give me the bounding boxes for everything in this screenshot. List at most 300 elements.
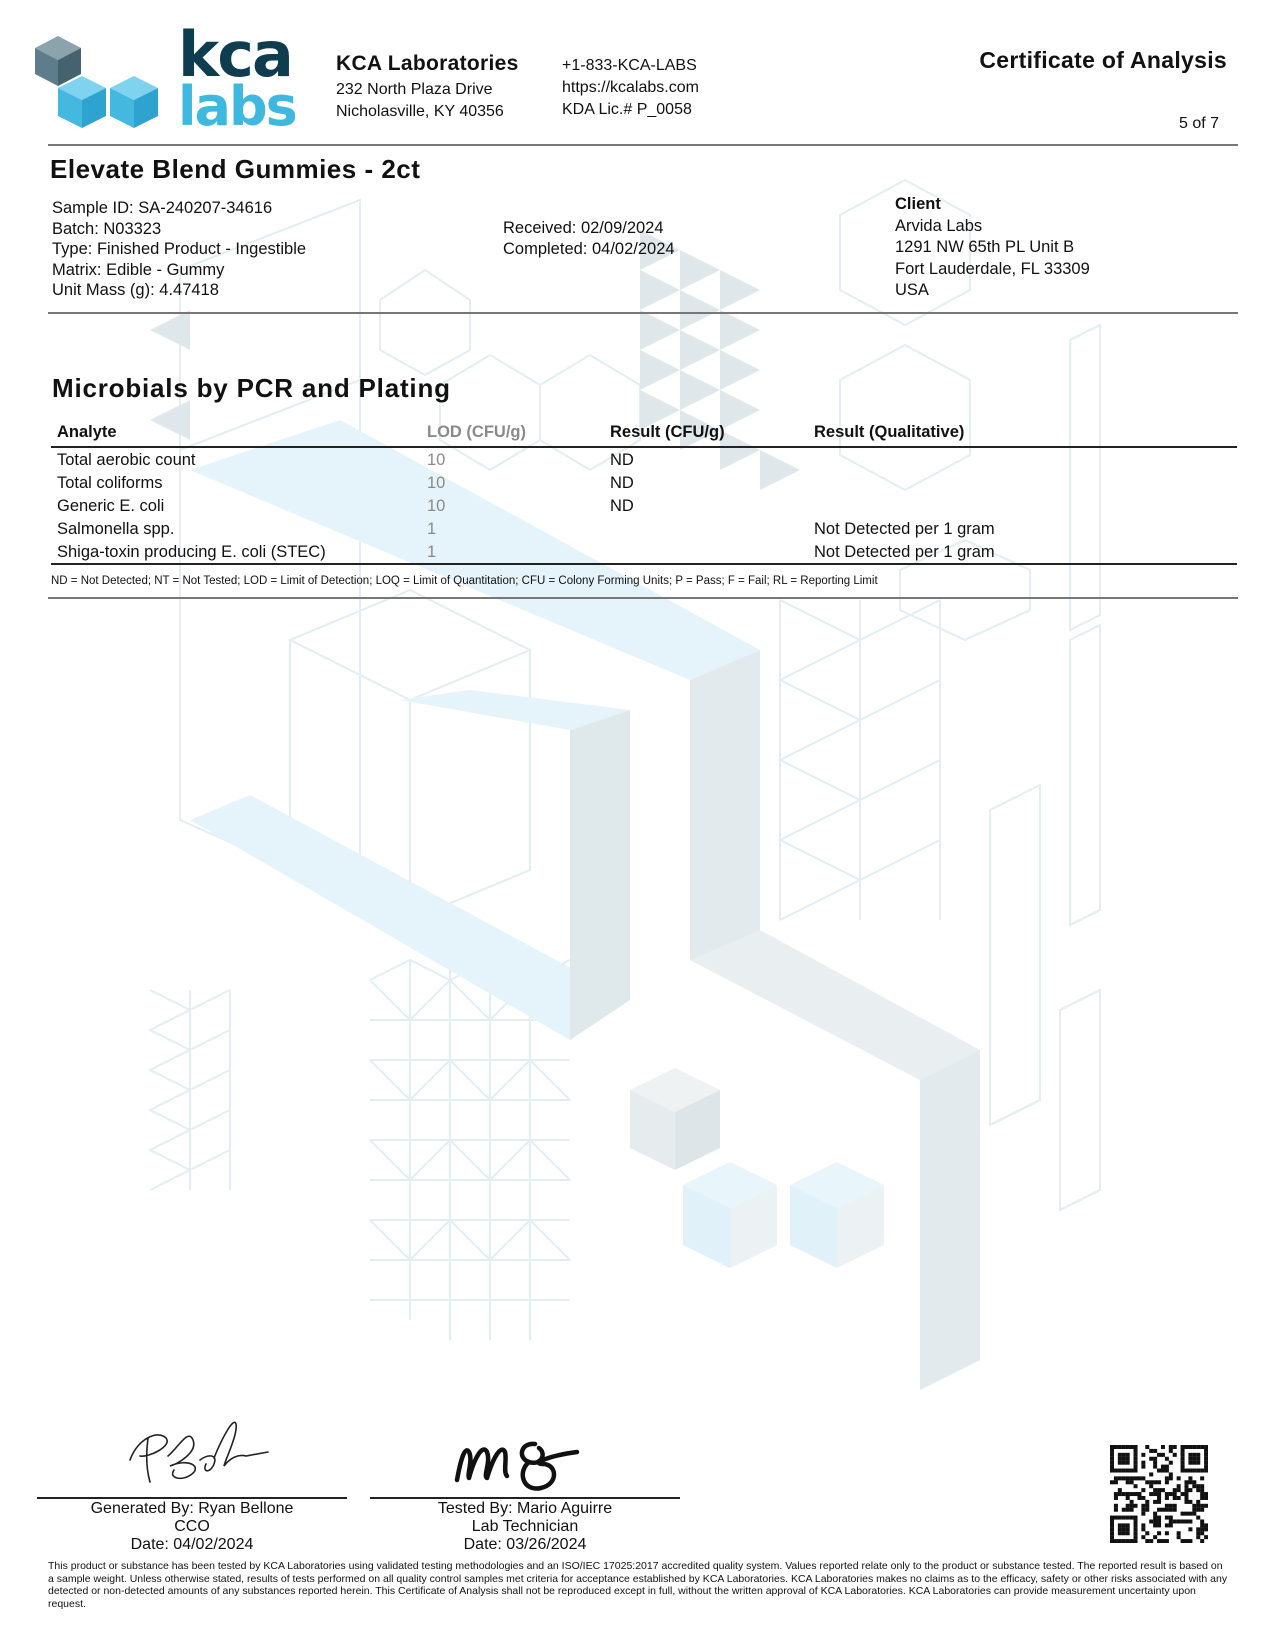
qr-module (1130, 1516, 1134, 1520)
qr-module (1122, 1445, 1126, 1449)
qr-module (1177, 1519, 1181, 1523)
qualitative-cell (808, 471, 1237, 494)
qr-module (1126, 1523, 1130, 1527)
qr-module (1184, 1469, 1188, 1473)
analyte-cell: Total aerobic count (57, 450, 196, 469)
qr-module (1134, 1449, 1138, 1453)
qr-module (1110, 1531, 1114, 1535)
qr-module (1153, 1457, 1157, 1461)
qr-module (1130, 1445, 1134, 1449)
client-country: USA (895, 281, 929, 299)
qr-module (1200, 1508, 1204, 1512)
qr-module (1118, 1453, 1122, 1457)
qr-module (1157, 1453, 1161, 1457)
qr-module (1169, 1516, 1173, 1520)
qr-module (1169, 1504, 1173, 1508)
qr-module (1153, 1488, 1157, 1492)
qr-module (1149, 1519, 1153, 1523)
qr-module (1122, 1527, 1126, 1531)
qr-module (1130, 1500, 1134, 1504)
qr-module (1153, 1480, 1157, 1484)
qr-module (1145, 1504, 1149, 1508)
qr-module (1110, 1539, 1114, 1543)
qr-module (1134, 1539, 1138, 1543)
qr-module (1134, 1519, 1138, 1523)
qr-module (1157, 1519, 1161, 1523)
qr-module (1181, 1445, 1185, 1449)
qr-module (1153, 1523, 1157, 1527)
qr-module (1165, 1480, 1169, 1484)
tested-by-block (370, 1500, 680, 1554)
qr-module (1200, 1492, 1204, 1496)
qr-module (1157, 1500, 1161, 1504)
qr-module (1161, 1453, 1165, 1457)
qr-module (1118, 1461, 1122, 1465)
qr-module (1134, 1476, 1138, 1480)
qr-module (1114, 1492, 1118, 1496)
signature-line-tested (370, 1497, 680, 1499)
qr-module (1204, 1504, 1208, 1508)
qr-module (1145, 1480, 1149, 1484)
qr-module (1118, 1492, 1122, 1496)
qr-module (1141, 1535, 1145, 1539)
lab-address-line-1: 232 North Plaza Drive (336, 81, 493, 98)
qr-module (1169, 1476, 1173, 1480)
lab-website[interactable]: https://kcalabs.com (562, 79, 699, 96)
qr-module (1110, 1461, 1114, 1465)
qr-module (1200, 1519, 1204, 1523)
qr-module (1192, 1469, 1196, 1473)
qr-module (1126, 1539, 1130, 1543)
qr-module (1165, 1539, 1169, 1543)
logo-word-labs: labs (178, 75, 296, 138)
qr-module (1126, 1492, 1130, 1496)
lab-phone: +1-833-KCA-LABS (562, 57, 697, 74)
qr-module (1118, 1527, 1122, 1531)
qr-module (1196, 1488, 1200, 1492)
qr-module (1157, 1480, 1161, 1484)
qr-module (1188, 1469, 1192, 1473)
qualitative-cell (808, 447, 1237, 471)
result-cell: ND (610, 450, 634, 469)
qr-module (1137, 1492, 1141, 1496)
column-header-qualitative: Result (Qualitative) (814, 422, 965, 441)
analyte-cell: Salmonella spp. (57, 519, 175, 538)
qr-module (1126, 1453, 1130, 1457)
qr-module (1161, 1469, 1165, 1473)
qr-module (1110, 1527, 1114, 1531)
qr-module (1204, 1457, 1208, 1461)
qr-module (1110, 1480, 1114, 1484)
qr-module (1181, 1461, 1185, 1465)
qr-module (1192, 1508, 1196, 1512)
qr-module (1118, 1531, 1122, 1535)
qr-module (1122, 1516, 1126, 1520)
qr-module (1184, 1445, 1188, 1449)
qr-module (1165, 1492, 1169, 1496)
qr-module (1141, 1508, 1145, 1512)
qr-module (1184, 1480, 1188, 1484)
header-divider (48, 144, 1238, 146)
section-title: Microbials by PCR and Plating (52, 373, 451, 403)
qr-module (1141, 1465, 1145, 1469)
qr-module (1181, 1492, 1185, 1496)
qr-module (1110, 1465, 1114, 1469)
qr-module (1204, 1496, 1208, 1500)
qr-module (1141, 1523, 1145, 1527)
qr-module (1110, 1535, 1114, 1539)
qr-module (1173, 1488, 1177, 1492)
qr-module (1134, 1531, 1138, 1535)
qualitative-cell: Not Detected per 1 gram (814, 519, 995, 538)
qr-module (1149, 1449, 1153, 1453)
qr-module (1173, 1445, 1177, 1449)
qr-module (1184, 1519, 1188, 1523)
qr-module (1110, 1469, 1114, 1473)
qr-module (1118, 1523, 1122, 1527)
signature-mario-aguirre (447, 1418, 617, 1498)
qr-module (1165, 1469, 1169, 1473)
qr-module (1169, 1472, 1173, 1476)
qr-module (1114, 1480, 1118, 1484)
qr-module (1126, 1527, 1130, 1531)
qr-module (1196, 1457, 1200, 1461)
qr-module (1196, 1500, 1200, 1504)
info-divider (48, 312, 1238, 314)
qr-module (1165, 1504, 1169, 1508)
qr-module (1169, 1519, 1173, 1523)
qr-module (1177, 1484, 1181, 1488)
qr-module (1204, 1465, 1208, 1469)
qr-module (1184, 1484, 1188, 1488)
table-header-row (51, 420, 1237, 447)
qr-module (1130, 1476, 1134, 1480)
qr-module (1126, 1496, 1130, 1500)
qr-module (1114, 1516, 1118, 1520)
qr-module (1122, 1523, 1126, 1527)
qr-module (1118, 1469, 1122, 1473)
qr-module (1173, 1504, 1177, 1508)
qualitative-cell (808, 494, 1237, 517)
qr-module (1181, 1469, 1185, 1473)
qr-module (1196, 1453, 1200, 1457)
lod-cell: 10 (427, 450, 446, 469)
table-row (51, 517, 1237, 540)
client-label: Client (895, 195, 941, 213)
received-date: Received: 02/09/2024 (503, 219, 664, 237)
qr-module (1192, 1512, 1196, 1516)
batch: Batch: N03323 (52, 219, 162, 238)
qr-module (1204, 1527, 1208, 1531)
sample-id: Sample ID: SA-240207-34616 (52, 199, 273, 217)
qr-module (1161, 1445, 1165, 1449)
generated-by-role: CCO (174, 1518, 210, 1535)
lod-cell: 10 (427, 496, 446, 515)
qr-module (1141, 1504, 1145, 1508)
qr-module (1134, 1523, 1138, 1527)
qr-module (1145, 1539, 1149, 1543)
qr-module (1177, 1476, 1181, 1480)
qr-module (1122, 1469, 1126, 1473)
qr-module (1173, 1492, 1177, 1496)
qr-module (1181, 1449, 1185, 1453)
qr-module (1188, 1512, 1192, 1516)
qr-module (1177, 1488, 1181, 1492)
qr-module (1118, 1488, 1122, 1492)
analyte-cell: Shiga-toxin producing E. coli (STEC) (57, 542, 326, 561)
qr-code-icon[interactable] (1110, 1445, 1208, 1543)
qr-module (1200, 1496, 1204, 1500)
qr-module (1114, 1504, 1118, 1508)
qr-module (1192, 1445, 1196, 1449)
qr-module (1149, 1492, 1153, 1496)
page-number: 5 of 7 (1178, 115, 1219, 132)
qr-module (1141, 1453, 1145, 1457)
qr-module (1196, 1445, 1200, 1449)
qr-module (1184, 1512, 1188, 1516)
qr-module (1181, 1512, 1185, 1516)
qr-module (1192, 1453, 1196, 1457)
qr-module (1196, 1461, 1200, 1465)
qr-module (1145, 1508, 1149, 1512)
qr-module (1204, 1469, 1208, 1473)
qr-module (1157, 1469, 1161, 1473)
qr-module (1126, 1508, 1130, 1512)
client-street: 1291 NW 65th PL Unit B (895, 238, 1075, 256)
qr-module (1137, 1496, 1141, 1500)
qr-module (1165, 1457, 1169, 1461)
qr-module (1118, 1516, 1122, 1520)
signature-ryan-bellone (118, 1408, 288, 1493)
qr-module (1161, 1539, 1165, 1543)
qr-module (1173, 1496, 1177, 1500)
qr-module (1188, 1445, 1192, 1449)
qr-module (1122, 1453, 1126, 1457)
qr-module (1134, 1527, 1138, 1531)
abbreviations-legend: ND = Not Detected; NT = Not Tested; LOD = Limit of Detection; LOQ = Limit of Quantitation; CFU = Colony Forming Units; P = Pass; F = Fail; RL = Reporting Limit (51, 575, 878, 587)
client-name: Arvida Labs (895, 216, 983, 235)
qr-module (1192, 1457, 1196, 1461)
qr-module (1192, 1480, 1196, 1484)
qr-module (1114, 1469, 1118, 1473)
qr-module (1196, 1516, 1200, 1520)
table-row (51, 540, 1237, 564)
tested-by-name: Tested By: Mario Aguirre (437, 1500, 613, 1517)
qr-module (1114, 1476, 1118, 1480)
completed-date: Completed: 04/02/2024 (503, 239, 675, 258)
qr-module (1126, 1480, 1130, 1484)
qr-module (1141, 1488, 1145, 1492)
qr-module (1169, 1492, 1173, 1496)
dates-info (503, 218, 675, 259)
table-row (51, 471, 1237, 494)
qr-module (1118, 1476, 1122, 1480)
qr-module (1188, 1457, 1192, 1461)
kca-logo-cubes-icon (32, 28, 162, 138)
qr-module (1165, 1465, 1169, 1469)
qr-module (1145, 1445, 1149, 1449)
qr-module (1130, 1492, 1134, 1496)
qr-module (1200, 1445, 1204, 1449)
qr-module (1110, 1453, 1114, 1457)
qr-module (1134, 1492, 1138, 1496)
qr-module (1153, 1512, 1157, 1516)
qr-module (1110, 1516, 1114, 1520)
column-header-lod: LOD (CFU/g) (427, 422, 526, 441)
matrix: Matrix: Edible - Gummy (52, 260, 225, 279)
qr-module (1137, 1476, 1141, 1480)
qr-module (1157, 1531, 1161, 1535)
qr-module (1122, 1508, 1126, 1512)
qr-module (1196, 1531, 1200, 1535)
qr-module (1141, 1461, 1145, 1465)
column-header-result: Result (CFU/g) (610, 422, 725, 441)
lod-cell: 1 (427, 519, 437, 538)
qr-module (1173, 1453, 1177, 1457)
qr-module (1165, 1531, 1169, 1535)
qr-module (1145, 1531, 1149, 1535)
qr-module (1110, 1519, 1114, 1523)
result-cell (604, 517, 808, 540)
qr-module (1196, 1504, 1200, 1508)
qr-module (1204, 1523, 1208, 1527)
qr-module (1126, 1461, 1130, 1465)
qr-module (1153, 1516, 1157, 1520)
qr-module (1126, 1476, 1130, 1480)
qr-module (1188, 1519, 1192, 1523)
qr-module (1134, 1461, 1138, 1465)
qr-module (1145, 1500, 1149, 1504)
qr-module (1149, 1457, 1153, 1461)
qr-module (1173, 1519, 1177, 1523)
qr-module (1161, 1465, 1165, 1469)
qr-module (1188, 1476, 1192, 1480)
lod-cell: 1 (427, 542, 437, 561)
qr-module (1161, 1508, 1165, 1512)
table-row (51, 447, 1237, 471)
qr-module (1122, 1492, 1126, 1496)
qr-module (1188, 1461, 1192, 1465)
qr-module (1114, 1496, 1118, 1500)
qr-module (1153, 1519, 1157, 1523)
generated-by-name: Generated By: Ryan Bellone (90, 1500, 294, 1517)
qr-module (1169, 1523, 1173, 1527)
qr-module (1157, 1508, 1161, 1512)
qr-module (1181, 1465, 1185, 1469)
qr-module (1200, 1539, 1204, 1543)
qr-module (1177, 1496, 1181, 1500)
qr-module (1165, 1516, 1169, 1520)
qr-module (1141, 1476, 1145, 1480)
result-cell: ND (610, 473, 634, 492)
qr-module (1200, 1484, 1204, 1488)
result-cell: ND (610, 496, 634, 515)
result-cell (604, 540, 808, 564)
qr-module (1184, 1539, 1188, 1543)
qr-module (1141, 1496, 1145, 1500)
qr-module (1161, 1488, 1165, 1492)
qr-module (1157, 1496, 1161, 1500)
lab-license: KDA Lic.# P_0058 (562, 101, 692, 118)
qr-module (1122, 1457, 1126, 1461)
qr-module (1157, 1488, 1161, 1492)
qr-module (1149, 1484, 1153, 1488)
generated-by-block (37, 1500, 347, 1554)
qr-module (1153, 1535, 1157, 1539)
microbials-table (51, 420, 1237, 565)
qr-module (1204, 1453, 1208, 1457)
qr-module (1200, 1531, 1204, 1535)
qr-module (1157, 1539, 1161, 1543)
qr-module (1188, 1480, 1192, 1484)
qr-module (1188, 1500, 1192, 1504)
qr-module (1118, 1457, 1122, 1461)
qr-module (1149, 1472, 1153, 1476)
qr-module (1134, 1457, 1138, 1461)
qr-module (1200, 1523, 1204, 1527)
qr-module (1122, 1476, 1126, 1480)
qr-module (1196, 1469, 1200, 1473)
qr-module (1122, 1531, 1126, 1535)
qr-module (1126, 1516, 1130, 1520)
qr-module (1204, 1535, 1208, 1539)
signature-line-generated (37, 1497, 347, 1499)
generated-by-date: Date: 04/02/2024 (130, 1536, 254, 1553)
qr-module (1114, 1508, 1118, 1512)
column-header-analyte: Analyte (57, 422, 117, 441)
qr-module (1196, 1527, 1200, 1531)
qr-module (1110, 1523, 1114, 1527)
sample-info (52, 198, 306, 301)
logo-word-kca: kca (178, 18, 292, 91)
qr-module (1126, 1445, 1130, 1449)
qr-module (1122, 1539, 1126, 1543)
qr-module (1204, 1461, 1208, 1465)
document-title: Certificate of Analysis (979, 47, 1227, 73)
lab-address-line-2: Nicholasville, KY 40356 (336, 103, 504, 120)
section-divider (48, 597, 1238, 599)
qr-module (1165, 1496, 1169, 1500)
qr-module (1181, 1519, 1185, 1523)
qr-module (1134, 1469, 1138, 1473)
client-info (895, 194, 1090, 302)
qr-module (1204, 1492, 1208, 1496)
qr-module (1134, 1453, 1138, 1457)
qr-module (1184, 1496, 1188, 1500)
qr-module (1165, 1523, 1169, 1527)
qr-module (1200, 1527, 1204, 1531)
qr-module (1169, 1445, 1173, 1449)
qr-module (1134, 1484, 1138, 1488)
qr-module (1169, 1508, 1173, 1512)
qr-module (1130, 1504, 1134, 1508)
qr-module (1173, 1508, 1177, 1512)
qr-module (1181, 1453, 1185, 1457)
qr-module (1169, 1449, 1173, 1453)
qr-module (1114, 1445, 1118, 1449)
sample-type: Type: Finished Product - Ingestible (52, 240, 307, 258)
qr-module (1110, 1457, 1114, 1461)
qr-module (1157, 1523, 1161, 1527)
qr-module (1177, 1531, 1181, 1535)
qr-module (1165, 1476, 1169, 1480)
qr-module (1134, 1516, 1138, 1520)
qr-module (1192, 1484, 1196, 1488)
lab-name: KCA Laboratories (336, 52, 519, 75)
qr-module (1192, 1461, 1196, 1465)
qr-module (1157, 1516, 1161, 1520)
qr-module (1149, 1480, 1153, 1484)
